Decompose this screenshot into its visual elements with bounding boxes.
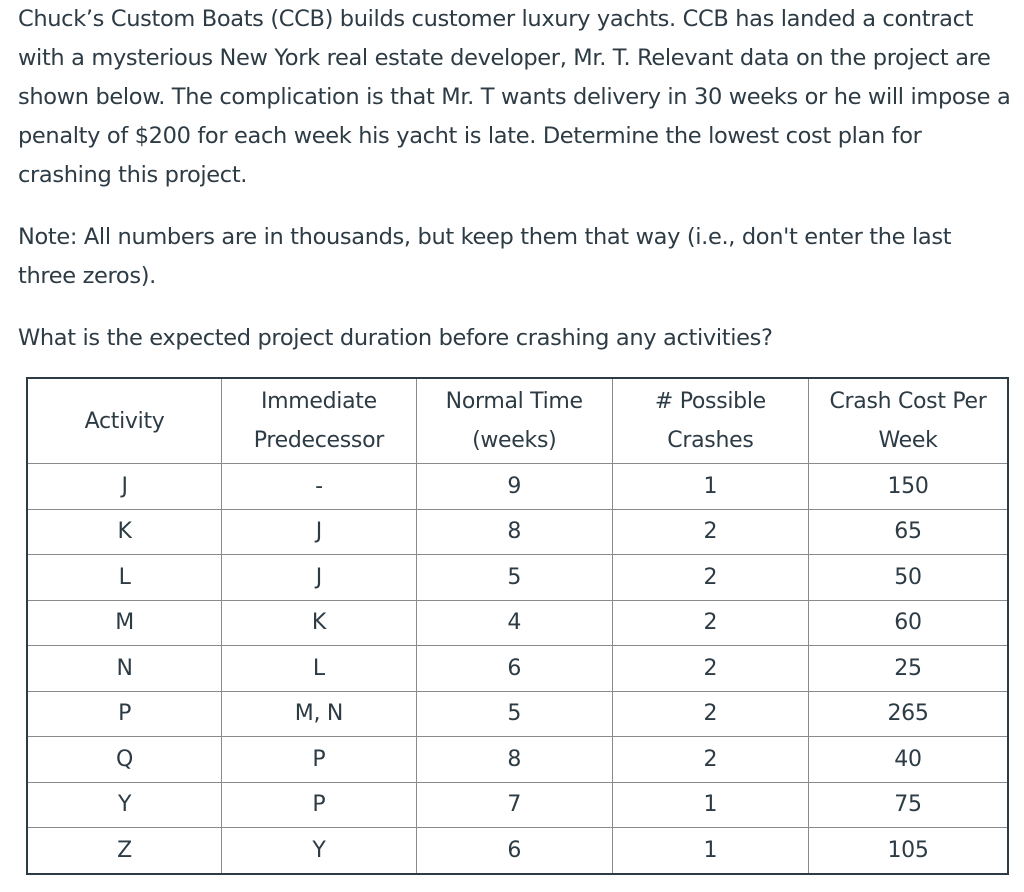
cell-crash-cost: 105 bbox=[808, 828, 1008, 874]
cell-possible-crashes: 2 bbox=[612, 600, 808, 646]
table-row bbox=[27, 646, 1008, 692]
cell-predecessor: J bbox=[222, 555, 417, 601]
note-paragraph: Note: All numbers are in thousands, but keep them that way (i.e., don't enter the last three zeros). bbox=[18, 224, 952, 289]
cell-predecessor: J bbox=[222, 509, 417, 555]
table-row bbox=[27, 600, 1008, 646]
cell-possible-crashes: 2 bbox=[612, 509, 808, 555]
table-row bbox=[27, 691, 1008, 737]
header-crashes-line2: Crashes bbox=[667, 428, 754, 453]
cell-predecessor: K bbox=[222, 600, 417, 646]
cell-normal-time: 8 bbox=[416, 737, 612, 783]
cell-possible-crashes: 2 bbox=[612, 737, 808, 783]
cell-activity: Q bbox=[27, 737, 222, 783]
question-prompt: What is the expected project duration before crashing any activities? bbox=[18, 325, 773, 351]
cell-activity: J bbox=[27, 464, 222, 510]
cell-crash-cost: 25 bbox=[808, 646, 1008, 692]
header-crash-cost bbox=[808, 378, 1008, 464]
cell-activity: L bbox=[27, 555, 222, 601]
header-cost-line2: Week bbox=[878, 428, 938, 453]
cell-possible-crashes: 1 bbox=[612, 828, 808, 874]
cell-possible-crashes: 1 bbox=[612, 464, 808, 510]
header-activity bbox=[27, 378, 222, 464]
table-row bbox=[27, 555, 1008, 601]
header-possible-crashes bbox=[612, 378, 808, 464]
cell-normal-time: 7 bbox=[416, 782, 612, 828]
table-header-row bbox=[27, 378, 1008, 464]
cell-predecessor: Y bbox=[222, 828, 417, 874]
cell-predecessor: P bbox=[222, 782, 417, 828]
cell-crash-cost: 40 bbox=[808, 737, 1008, 783]
table-row bbox=[27, 737, 1008, 783]
cell-possible-crashes: 2 bbox=[612, 646, 808, 692]
cell-crash-cost: 265 bbox=[808, 691, 1008, 737]
table-row bbox=[27, 509, 1008, 555]
table-row bbox=[27, 464, 1008, 510]
cell-possible-crashes: 2 bbox=[612, 691, 808, 737]
header-crashes-line1: # Possible bbox=[654, 389, 766, 414]
cell-predecessor: L bbox=[222, 646, 417, 692]
cell-predecessor: P bbox=[222, 737, 417, 783]
cell-crash-cost: 150 bbox=[808, 464, 1008, 510]
cell-normal-time: 5 bbox=[416, 691, 612, 737]
cell-crash-cost: 60 bbox=[808, 600, 1008, 646]
cell-activity: N bbox=[27, 646, 222, 692]
cell-possible-crashes: 1 bbox=[612, 782, 808, 828]
cell-activity: Z bbox=[27, 828, 222, 874]
header-normal-time bbox=[416, 378, 612, 464]
cell-predecessor: M, N bbox=[222, 691, 417, 737]
cell-activity: M bbox=[27, 600, 222, 646]
cell-predecessor: - bbox=[222, 464, 417, 510]
header-predecessor-line1: Immediate bbox=[260, 389, 377, 414]
cell-normal-time: 8 bbox=[416, 509, 612, 555]
intro-paragraph: Chuck’s Custom Boats (CCB) builds customer luxury yachts. CCB has landed a contract with a mysterious New York real estate developer, Mr. T. Relevant data on the project are shown below. The complication is that Mr. T wants delivery in 30 weeks or he will impose a penalty of $200 for each week his yacht is late. Determine the lowest cost plan for crashing this project. bbox=[18, 6, 1011, 188]
header-predecessor bbox=[222, 378, 417, 464]
question-text bbox=[18, 0, 1014, 358]
table-row bbox=[27, 828, 1008, 874]
cell-activity: Y bbox=[27, 782, 222, 828]
cell-normal-time: 4 bbox=[416, 600, 612, 646]
cell-crash-cost: 65 bbox=[808, 509, 1008, 555]
cell-normal-time: 6 bbox=[416, 828, 612, 874]
cell-normal-time: 6 bbox=[416, 646, 612, 692]
cell-normal-time: 5 bbox=[416, 555, 612, 601]
header-predecessor-line2: Predecessor bbox=[253, 428, 385, 453]
cell-activity: K bbox=[27, 509, 222, 555]
cell-possible-crashes: 2 bbox=[612, 555, 808, 601]
table-row bbox=[27, 782, 1008, 828]
header-normal-line2: (weeks) bbox=[472, 428, 557, 453]
cell-crash-cost: 75 bbox=[808, 782, 1008, 828]
cell-activity: P bbox=[27, 691, 222, 737]
cell-crash-cost: 50 bbox=[808, 555, 1008, 601]
header-cost-line1: Crash Cost Per bbox=[829, 389, 987, 414]
project-data-table bbox=[26, 377, 1009, 875]
header-normal-line1: Normal Time bbox=[445, 389, 583, 414]
header-activity-label: Activity bbox=[84, 408, 165, 434]
cell-normal-time: 9 bbox=[416, 464, 612, 510]
